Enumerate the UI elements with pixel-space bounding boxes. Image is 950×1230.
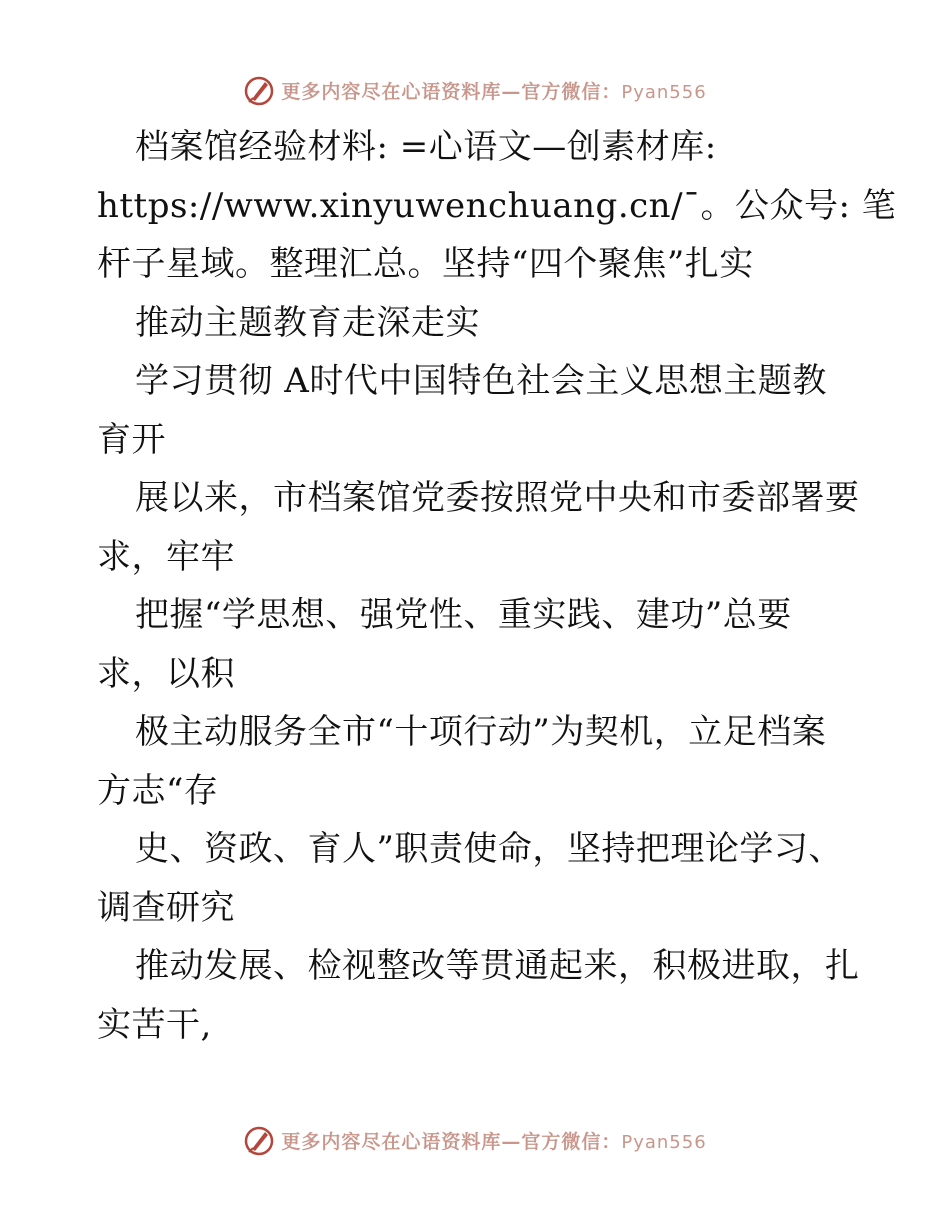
wechat-id: Pyan556 bbox=[621, 81, 707, 103]
text-line: 展以来，市档案馆党委按照党中央和市委部署要 bbox=[135, 478, 860, 518]
text-line: https://www.xinyuwenchuang.cn/¯。公众号: 笔 bbox=[97, 185, 897, 226]
header-banner bbox=[0, 72, 950, 108]
text-line: 极主动服务全市“十项行动”为契机，立足档案 bbox=[135, 712, 827, 752]
text-line: 方志“存 bbox=[97, 770, 219, 811]
banner-text: 更多内容尽在心语资料库—官方微信：Pyan556 bbox=[281, 1130, 707, 1153]
text-line: 档案馆经验材料: =心语文—创素材库: bbox=[135, 127, 717, 167]
text-line: 学习贯彻 A时代中国特色社会主义思想主题教 bbox=[135, 361, 827, 401]
quill-logo-icon bbox=[243, 1124, 275, 1156]
wechat-id: Pyan556 bbox=[621, 1131, 707, 1153]
quill-logo-icon bbox=[243, 74, 275, 106]
text-line: 调查研究 bbox=[97, 887, 235, 928]
text-line: 杆子星域。整理汇总。坚持“四个聚焦”扎实 bbox=[97, 244, 754, 284]
document-body bbox=[97, 118, 897, 1054]
text-line: 实苦干, bbox=[97, 1004, 212, 1045]
footer-banner bbox=[0, 1122, 950, 1158]
text-line: 推动发展、检视整改等贯通起来，积极进取，扎 bbox=[135, 946, 860, 986]
text-line: 求，以积 bbox=[97, 653, 235, 694]
text-line: 育开 bbox=[97, 419, 166, 460]
text-line: 把握“学思想、强党性、重实践、建功”总要 bbox=[135, 595, 792, 635]
text-line: 推动主题教育走深走实 bbox=[135, 302, 480, 343]
text-line: 求，牢牢 bbox=[97, 536, 235, 577]
text-line: 史、资政、育人”职责使命，坚持把理论学习、 bbox=[135, 829, 843, 869]
banner-text: 更多内容尽在心语资料库—官方微信：Pyan556 bbox=[281, 80, 707, 103]
